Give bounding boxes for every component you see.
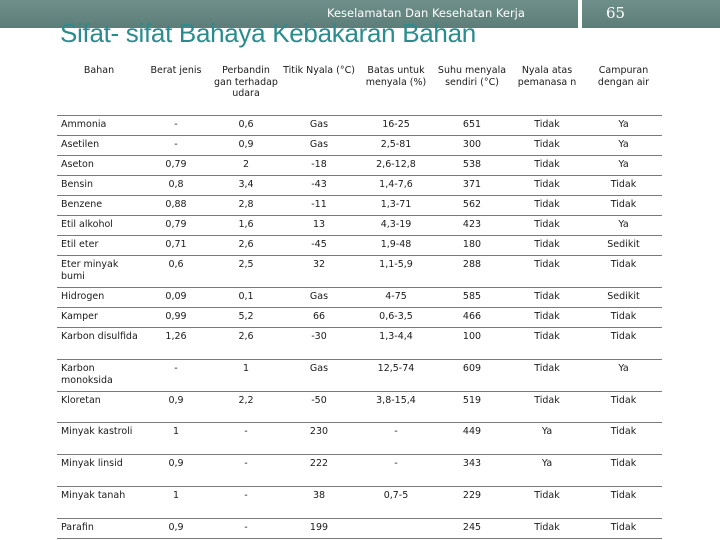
page-number: 65 [606,4,626,22]
table-cell: Tidak [585,256,662,288]
table-cell: 0,6 [211,116,281,136]
table-cell: Tidak [509,519,585,539]
table-cell: 0,09 [141,288,211,308]
table-cell: 0,9 [211,136,281,156]
table-cell: 12,5-74 [357,360,435,392]
table-cell: Tidak [509,136,585,156]
table-cell: - [357,455,435,487]
header-text: Keselamatan Dan Kesehatan Kerja [327,6,525,20]
table-cell: -50 [281,392,357,423]
table-cell: - [211,487,281,519]
table-cell: Tidak [509,360,585,392]
table-cell: - [141,136,211,156]
table-cell: 2,6 [211,236,281,256]
table-cell: - [357,423,435,455]
table-cell: 5,2 [211,308,281,328]
table-cell: 2,5 [211,256,281,288]
table-cell: 0,88 [141,196,211,216]
table-cell: Kamper [57,308,141,328]
column-header: Bahan [83,65,115,76]
table-row [57,308,662,328]
table-cell: Bensin [57,176,141,196]
table-cell: 1,26 [141,328,211,360]
table-cell: Ya [585,116,662,136]
table-cell: 0,9 [141,519,211,539]
table-cell: 0,99 [141,308,211,328]
table-cell: 1,3-71 [357,196,435,216]
table-cell: Aseton [57,156,141,176]
table-cell: 222 [281,455,357,487]
table-cell: 4,3-19 [357,216,435,236]
table-cell: 0,79 [141,216,211,236]
table-cell: 1,4-7,6 [357,176,435,196]
table-cell: 1 [211,360,281,392]
table-cell: Ya [585,136,662,156]
table-row [57,196,662,216]
table-cell: 1 [141,423,211,455]
column-header: Campuran dengan air [597,65,650,88]
table-cell: Tidak [509,216,585,236]
table-cell: 4-75 [357,288,435,308]
table-cell: Eter minyak bumi [57,256,141,288]
table-cell: Tidak [509,308,585,328]
table-row [57,156,662,176]
table-cell: Minyak kastroli [57,423,141,455]
table-cell: Tidak [509,176,585,196]
table-cell: Minyak tanah [57,487,141,519]
table-cell: 538 [435,156,509,176]
table-cell: Ya [509,423,585,455]
table-row [57,256,662,288]
table-cell: 2,6 [211,328,281,360]
table-cell: 100 [435,328,509,360]
table-cell: Hidrogen [57,288,141,308]
table-cell: 16-25 [357,116,435,136]
table-cell: 1 [141,487,211,519]
table-cell: 609 [435,360,509,392]
table-cell: Ammonia [57,116,141,136]
table-cell: -45 [281,236,357,256]
table-cell: 2 [211,156,281,176]
table-cell: Etil alkohol [57,216,141,236]
table-cell: - [211,519,281,539]
table-cell: Gas [281,288,357,308]
column-header: Perbandin gan terhadap udara [214,65,278,99]
table-cell: Tidak [509,328,585,360]
table-row [57,487,662,519]
table-cell: Etil eter [57,236,141,256]
table-cell: Tidak [585,176,662,196]
table-cell: - [141,116,211,136]
table-cell: 423 [435,216,509,236]
table-cell: 3,4 [211,176,281,196]
table-cell: -30 [281,328,357,360]
table-cell: 519 [435,392,509,423]
table-cell: Tidak [509,256,585,288]
column-header: Titik Nyala (°C) [283,65,355,76]
table-cell: 2,8 [211,196,281,216]
table-cell: Tidak [509,156,585,176]
table-cell: 0,8 [141,176,211,196]
table-cell: 585 [435,288,509,308]
table-cell [357,519,435,539]
table-cell: 449 [435,423,509,455]
table-cell: 230 [281,423,357,455]
table-cell: 0,9 [141,392,211,423]
table-cell: 288 [435,256,509,288]
table-cell: -11 [281,196,357,216]
table-cell: 0,79 [141,156,211,176]
table-row [57,216,662,236]
table-cell: Asetilen [57,136,141,156]
table-cell: 245 [435,519,509,539]
table-cell: Tidak [509,116,585,136]
fire-hazard-table [57,60,662,539]
table-cell: -43 [281,176,357,196]
table-cell: Gas [281,116,357,136]
table-cell: Kloretan [57,392,141,423]
table-cell: 466 [435,308,509,328]
table-cell: Tidak [585,487,662,519]
table-cell: -18 [281,156,357,176]
table-cell: Tidak [585,328,662,360]
table-cell: Tidak [509,288,585,308]
table-cell: 13 [281,216,357,236]
table-row [57,136,662,156]
table-cell: Tidak [509,196,585,216]
table-cell: 2,2 [211,392,281,423]
table-cell: 66 [281,308,357,328]
table-cell: 0,7-5 [357,487,435,519]
table-cell: 651 [435,116,509,136]
table-cell: Benzene [57,196,141,216]
column-header: Batas untuk menyala (%) [365,65,427,88]
table-cell: Sedikit [585,236,662,256]
table-cell: - [211,423,281,455]
table-row [57,423,662,455]
table-cell: 371 [435,176,509,196]
table-cell: Tidak [509,487,585,519]
table-cell: 0,1 [211,288,281,308]
table-row [57,116,662,136]
table-cell: Tidak [585,423,662,455]
table-cell: Tidak [585,519,662,539]
table-cell: - [141,360,211,392]
table-cell: Tidak [509,392,585,423]
table-row [57,519,662,539]
column-header: Suhu menyala sendiri (°C) [437,65,507,88]
table-cell: 180 [435,236,509,256]
table-cell: Gas [281,136,357,156]
table-cell: Ya [585,216,662,236]
table-cell: 1,3-4,4 [357,328,435,360]
table-row [57,176,662,196]
table-cell: 3,8-15,4 [357,392,435,423]
table-cell: 229 [435,487,509,519]
table-cell: Ya [509,455,585,487]
table-cell: Tidak [585,455,662,487]
table-cell: 0,6-3,5 [357,308,435,328]
table-cell: Minyak linsid [57,455,141,487]
table-cell: Karbon monoksida [57,360,141,392]
table-cell: Tidak [585,392,662,423]
table-row [57,288,662,308]
table-row [57,392,662,423]
slide-title: Sifat- sifat Bahaya Kebakaran Bahan [60,18,476,48]
table-cell: Ya [585,156,662,176]
table-cell: 2,6-12,8 [357,156,435,176]
column-header: Nyala atas pemanasa n [517,65,577,88]
table-cell: 343 [435,455,509,487]
table-cell: Sedikit [585,288,662,308]
table-row [57,455,662,487]
table-cell: 32 [281,256,357,288]
table-cell: 199 [281,519,357,539]
table-cell: 0,6 [141,256,211,288]
column-header: Berat jenis [150,65,202,76]
table-cell: Karbon disulfida [57,328,141,360]
table-header-row [57,60,662,116]
table-cell: Tidak [585,308,662,328]
table-cell: 0,9 [141,455,211,487]
table-cell: Tidak [585,196,662,216]
table-cell: 38 [281,487,357,519]
table-cell: 1,9-48 [357,236,435,256]
table-cell: Parafin [57,519,141,539]
page-number-box [582,0,720,28]
table-cell: 300 [435,136,509,156]
table-row [57,360,662,392]
table-cell: 1,1-5,9 [357,256,435,288]
table-cell: 0,71 [141,236,211,256]
table-cell: Gas [281,360,357,392]
table-cell: 2,5-81 [357,136,435,156]
table-cell: 1,6 [211,216,281,236]
table-cell: Tidak [509,236,585,256]
table-cell: - [211,455,281,487]
table-row [57,328,662,360]
table-row [57,236,662,256]
table-cell: Ya [585,360,662,392]
table-cell: 562 [435,196,509,216]
